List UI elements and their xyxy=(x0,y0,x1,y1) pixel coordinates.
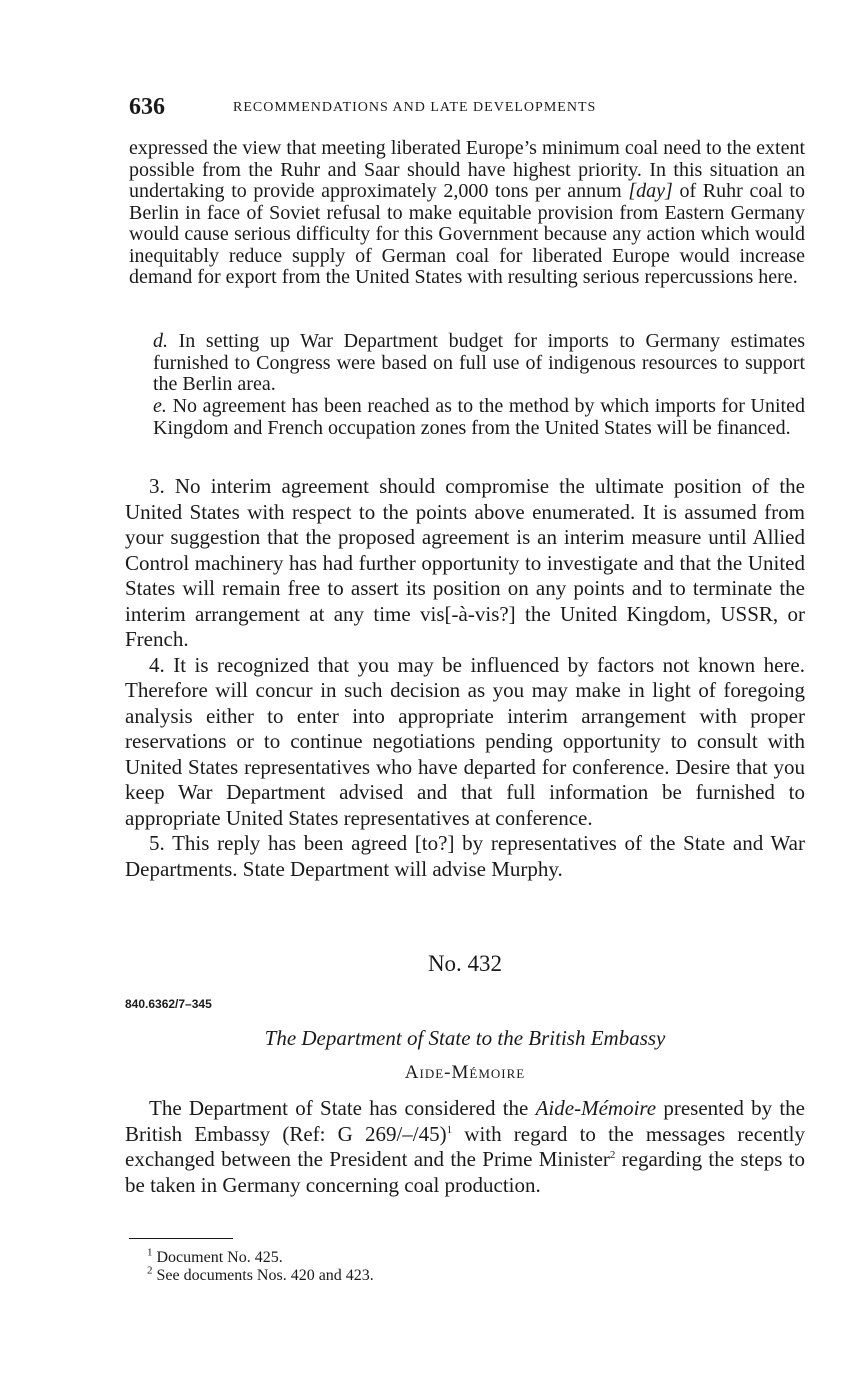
footnote-text-1: Document No. 425. xyxy=(152,1249,283,1266)
page-number: 636 xyxy=(129,94,165,120)
footnote-1 xyxy=(147,1246,374,1267)
document-number: No. 432 xyxy=(427,951,503,976)
memo-body xyxy=(125,1096,805,1198)
memo-text: regarding the steps to be taken in Germany concerning coal production. xyxy=(125,1147,806,1197)
footnote-2 xyxy=(147,1264,374,1285)
item-label-d: d. xyxy=(153,330,168,352)
memo-text: The Department of State has considered the xyxy=(149,1096,536,1120)
document-type: Aide-Mémoire xyxy=(404,1062,526,1083)
telegram-paragraph-continuation xyxy=(129,138,805,289)
footnotes xyxy=(147,1246,374,1285)
telegram-text: of Ruhr coal to Berlin in face of Soviet refusal to make equitable provision from Eastern Germany would cause serious difficulty for this Government because any action which would inequitably reduce supply of German coal for liberated Europe would increase demand for export from the United States with resulting serious repercussions here. xyxy=(129,180,805,288)
footnote-ref-2: 2 xyxy=(609,1149,616,1161)
footnote-rule xyxy=(129,1238,233,1239)
paragraph-4: 4. It is recognized that you may be influenced by factors not known here. Therefore will concur in such decision as you may make in light of foregoing analysis either to enter into appropriate interim arrangement with proper reservations or to continue negotiations pending opportunity to consult with United States representatives who have departed for conference. Desire that you keep War Department advised and that full information be furnished to appropriate United States representatives at conference. xyxy=(125,652,805,830)
memo-text: with regard to the messages recently exchanged between the President and the Prime Minister xyxy=(125,1121,806,1171)
telegram-text: expressed the view that meeting liberated Europe’s minimum coal need to the extent possible from the Ruhr and Saar should have highest priority. In this situation an undertaking to provide approximately 2,000 tons per annum xyxy=(129,137,805,202)
telegram-item-d xyxy=(129,331,805,396)
document-title: The Department of State to the British Embassy xyxy=(264,1026,666,1050)
footnote-mark-1: 1 xyxy=(147,1246,153,1259)
running-head: RECOMMENDATIONS AND LATE DEVELOPMENTS xyxy=(233,100,597,115)
paragraph-3: 3. No interim agreement should compromise the ultimate position of the United States with respect to the points above enumerated. It is assumed from your suggestion that the proposed agreement is an interim measure until Allied Control machinery has had further opportunity to investigate and that the United States will remain free to assert its position on any points and to terminate the interim arrangement at any time vis[-à-vis?] the United Kingdom, USSR, or French. xyxy=(125,474,805,651)
memo-paragraph xyxy=(125,1096,805,1198)
body-paragraphs xyxy=(125,474,805,882)
item-text-e: No agreement has been reached as to the method by which imports for United Kingdom and French occupation zones from the United States will be financed. xyxy=(153,395,805,439)
footnote-ref-1: 1 xyxy=(446,1123,453,1136)
item-label-e: e. xyxy=(153,395,167,417)
editorial-correction: [day] xyxy=(628,180,673,202)
item-text-d: In setting up War Department budget for imports to Germany estimates furnished to Congress were based on full use of indigenous resources to support the Berlin area. xyxy=(153,330,805,395)
page-header xyxy=(129,94,809,120)
memo-text: presented by the British Embassy (Ref: G 269/–/45) xyxy=(125,1096,805,1146)
file-number: 840.6362/7–345 xyxy=(125,997,212,1011)
telegram-item-e xyxy=(129,396,805,439)
footnote-text-2: See documents Nos. 420 and 423. xyxy=(152,1267,374,1284)
paragraph-5: 5. This reply has been agreed [to?] by representatives of the State and War Departments. State Department will advise Murphy. xyxy=(125,831,805,881)
memo-italic-title: Aide-Mémoire xyxy=(535,1096,657,1120)
footnote-mark-2: 2 xyxy=(147,1264,153,1277)
